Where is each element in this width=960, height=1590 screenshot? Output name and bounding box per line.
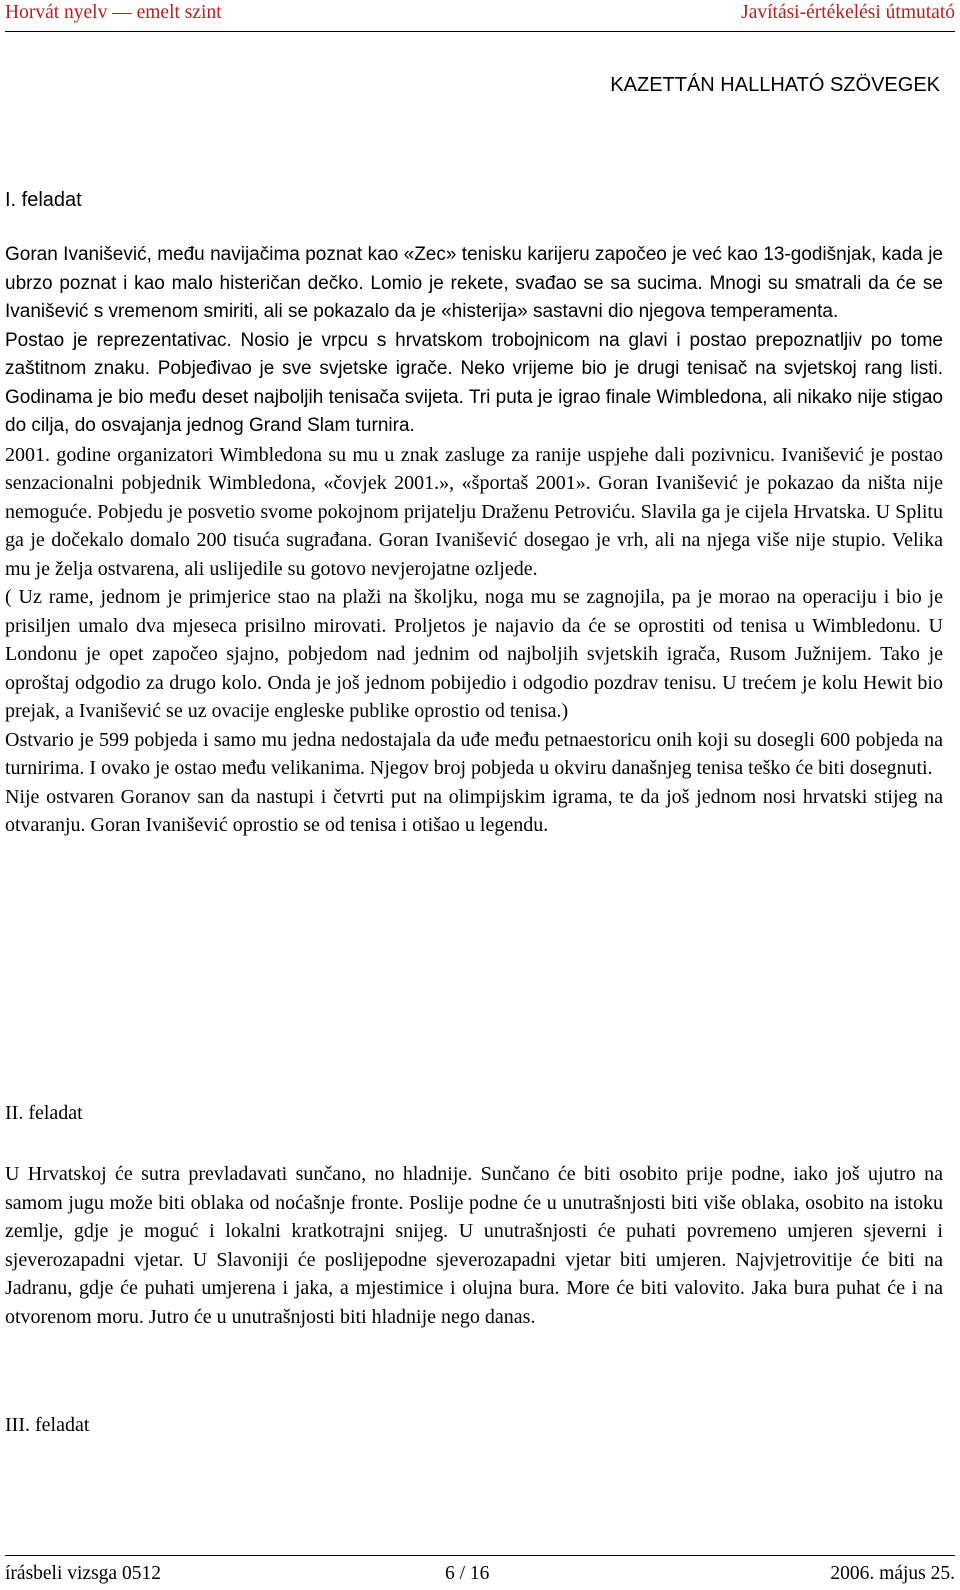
section-1-text	[5, 241, 943, 840]
section-2-label: II. feladat	[5, 1102, 83, 1124]
section-1-paragraph-3: ( Uz rame, jednom je primjerice stao na plaži na školjku, noga mu se zagnojila, pa je morao na operaciju i bio je prisiljen umalo dva mjeseca prisilno mirovati. Proljetos je najavio da će se oprostiti od tenisa u Wimbledonu. U Londonu je opet započeo sjajno, pobjedom nad jednim od najboljih svjetskih igrača, Rusom Južnijem. Tako je oproštaj odgodio za drugo kolo. Onda je još jednom pobijedio i odgodio pozdrav tenisu. U trećem je kolu Hewit bio prejak, a Ivanišević se uz ovacije engleske publike oprostio od tenisa.)	[5, 586, 943, 722]
section-1-paragraph-5: Nije ostvaren Goranov san da nastupi i četvrti put na olimpijskim igrama, te da još jednom nosi hrvatski stijeg na otvaranju. Goran Ivanišević oprostio se od tenisa i otišao u legendu.	[5, 785, 943, 836]
section-2-paragraph-1: U Hrvatskoj će sutra prevladavati sunčano, no hladnije. Sunčano će biti osobito prije podne, iako još ujutro na samom jugu može biti oblaka od noćašnje fronte. Poslije podne će u unutrašnjosti biti više oblaka, osobito na istoku zemlje, gdje je moguć i lokalni kratkotrajni snijeg. U unutrašnjosti će puhati povremeno umjeren sjeverni i sjeverozapadni vjetar. U Slavoniji će poslijepodne sjeverozapadni vjetar biti umjeren. Najvjetrovitije će biti na Jadranu, gdje će puhati umjerena i jaka, a mjestimice i olujna bura. More će biti valovito. Jaka bura puhat će i na otvorenom moru. Jutro će u unutrašnjosti biti hladnije nego danas.	[5, 1163, 943, 1328]
footer-page-number: 6 / 16	[445, 1563, 490, 1584]
section-1-paragraph-1b: Postao je reprezentativac. Nosio je vrpcu s hrvatskom trobojnicom na glavi i postao prepoznatljiv po tome zaštitnom znaku. Pobjeđivao je sve svjetske igrače. Neko vrijeme bio je drugi tenisač na svjetskoj rang listi. Godinama je bio među deset najboljih tenisača svijeta. Tri puta je igrao finale Wimbledona, ali nikako nije stigao do cilja, do osvajanja jednog Grand Slam turnira.	[5, 329, 943, 436]
footer-exam-code: írásbeli vizsga 0512	[5, 1563, 161, 1584]
footer-date: 2006. május 25.	[830, 1563, 955, 1584]
section-2-text	[5, 1160, 943, 1331]
page-title: KAZETTÁN HALLHATÓ SZÖVEGEK	[610, 74, 940, 96]
section-1-paragraph-1a: Goran Ivanišević, među navijačima poznat kao «Zec» tenisku karijeru započeo je već kao 13-godišnjak, kada je ubrzo poznat i kao malo histeričan dečko. Lomio je rekete, svađao se sa sucima. Mnogi su smatrali da će se Ivanišević s vremenom smiriti, ali se pokazalo da je «histerija» sastavni dio njegova temperamenta.	[5, 244, 943, 322]
page-footer	[5, 1555, 955, 1590]
section-1-label: I. feladat	[5, 189, 82, 211]
header-guide-title: Javítási-értékelési útmutató	[741, 2, 955, 23]
section-1-paragraph-4: Ostvario je 599 pobjeda i samo mu jedna nedostajala da uđe među petnaestoricu onih koji su dosegli 600 pobjeda na turnirima. I ovako je ostao među velikanima. Njegov broj pobjeda u okviru današnjeg tenisa teško će biti dosegnuti.	[5, 728, 943, 779]
header-subject: Horvát nyelv — emelt szint	[5, 2, 222, 23]
page-header	[5, 0, 955, 32]
section-3-label: III. feladat	[5, 1414, 90, 1436]
section-1-paragraph-2: 2001. godine organizatori Wimbledona su mu u znak zasluge za ranije uspjehe dali pozivnicu. Ivanišević je postao senzacionalni pobjednik Wimbledona, «čovjek 2001.», «športaš 2001». Goran Ivanišević je pokazao da ništa nije nemoguće. Pobjedu je posvetio svome pokojnom prijatelju Draženu Petroviću. Slavila ga je cijela Hrvatska. U Splitu ga je dočekalo domalo 200 tisuća sugrađana. Goran Ivanišević dosegao je vrh, ali na njega više nije stupio. Velika mu je želja ostvarena, ali uslijedile su gotovo nevjerojatne ozljede.	[5, 443, 943, 580]
